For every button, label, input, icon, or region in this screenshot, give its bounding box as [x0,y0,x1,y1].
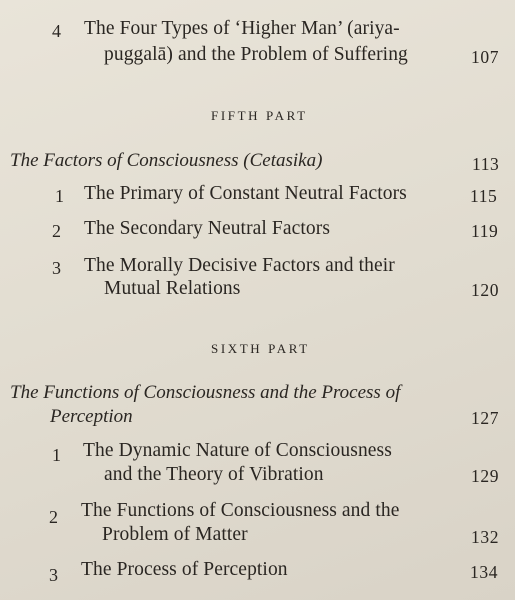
entry-page-number: 132 [471,527,500,547]
entry-title-line1: The Process of Perception [81,559,288,580]
entry-page-number: 119 [471,221,499,241]
entry-page-number: 115 [470,186,498,206]
entry-number: 1 [52,445,61,465]
entry-number: 3 [52,258,61,278]
entry-number: 2 [52,221,61,241]
entry-title-line1: The Dynamic Nature of Consciousness [83,440,392,461]
section-title: The Factors of Consciousness (Cetasika) [10,150,323,171]
entry-number: 2 [49,507,58,527]
entry-title-line1: The Four Types of ‘Higher Man’ (ariya- [84,18,400,39]
section-page-number: 113 [472,154,500,174]
entry-page-number: 107 [471,47,500,67]
section-page-number: 127 [471,408,500,428]
part-heading: SIXTH PART [211,341,310,356]
entry-title-line2: Problem of Matter [102,524,248,545]
entry-number: 4 [52,21,61,41]
entry-title-line1: The Functions of Consciousness and the [81,500,400,521]
entry-page-number: 120 [471,280,500,300]
entry-title-line1: The Secondary Neutral Factors [84,218,331,239]
section-title-line1: The Functions of Consciousness and the Process of [10,382,401,403]
entry-page-number: 129 [471,466,500,486]
entry-title-line2: and the Theory of Vibration [104,464,324,485]
part-heading: FIFTH PART [211,108,308,123]
entry-number: 3 [49,565,58,585]
entry-title-line1: The Primary of Constant Neutral Factors [84,183,407,204]
entry-title-line2: puggalā) and the Problem of Suffering [104,44,408,65]
entry-page-number: 134 [470,562,499,582]
entry-title-line1: The Morally Decisive Factors and their [84,255,395,276]
entry-number: 1 [55,186,64,206]
entry-title-line2: Mutual Relations [104,278,241,299]
section-title-line2: Perception [50,406,133,427]
